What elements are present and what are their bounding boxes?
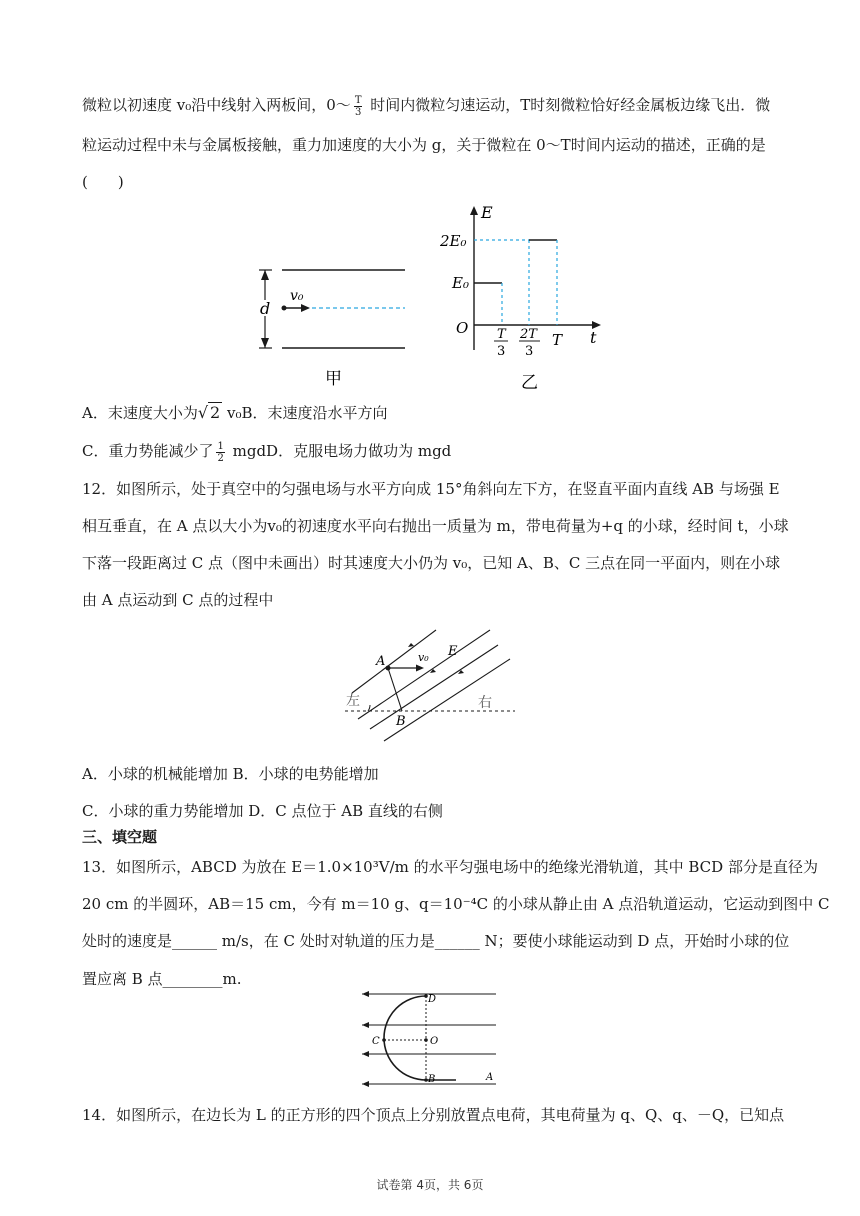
- semicircle-track: [384, 996, 426, 1080]
- q12-line-2: 相互垂直，在 A 点以大小为v₀的初速度水平向右抛出一质量为 m，带电荷量为+q 的小球，经时间 t，小球: [82, 517, 789, 535]
- tick-2e0: 2E₀: [440, 232, 467, 250]
- label-a: A: [486, 1072, 494, 1083]
- tick-2t3-num: 2T: [520, 327, 537, 342]
- label-v0: v₀: [418, 651, 429, 664]
- tick-e0: E₀: [452, 274, 469, 292]
- q13-line-1: 13．如图所示，ABCD 为放在 E＝1.0×10³V/m 的水平匀强电场中的绝缘光滑轨道，其中 BCD 部分是直径为: [82, 858, 818, 876]
- field-line-3: [370, 645, 498, 729]
- label-v0: v₀: [290, 288, 304, 304]
- label-left: 左: [346, 693, 360, 709]
- label-o: O: [430, 1036, 439, 1047]
- q13-line-2: 20 cm 的半圆环，AB＝15 cm，今有 m＝10 g、q＝10⁻⁴C 的小球从静止由 A 点沿轨道运动，它运动到图中 C: [82, 895, 830, 913]
- tick-t3-num: T: [497, 327, 506, 342]
- q11-line-2: 粒运动过程中未与金属板接触，重力加速度的大小为 g，关于微粒在 0～T时间内运动的描述，正确的是: [82, 136, 766, 154]
- q11-line-1: 微粒以初速度 v₀沿中线射入两板间，0～ $\frac{T}{3}$ 时间内微粒匀速运动，T时刻微粒恰好经金属板边缘飞出．微: [82, 94, 771, 118]
- label-right: 右: [478, 695, 492, 711]
- tick-2t3-den: 3: [525, 344, 534, 359]
- q11-fraction-t-over-3: $\frac{T}{3}$: [354, 94, 362, 118]
- q12-line-1: 12．如图所示，处于真空中的匀强电场与水平方向成 15°角斜向左下方，在竖直平面内直线 AB 与场强 E: [82, 480, 780, 498]
- q11-figure-e-t-graph: [440, 200, 611, 395]
- page-footer: 试卷第 4页，共 6页: [376, 1178, 484, 1192]
- q12-line-3: 下落一段距离过 C 点（图中未画出）时其速度大小仍为 v₀，已知 A、B、C 三点在同一平面内，则在小球: [82, 554, 781, 572]
- field-line-2: [358, 630, 490, 719]
- q12-options-cd: C．小球的重力势能增加 D．C 点位于 AB 直线的右侧: [82, 802, 443, 820]
- q13-line-4: 置应离 B 点________m.: [82, 970, 242, 988]
- fraction-one-half: $\frac{1}{2}$: [217, 440, 224, 464]
- axis-label-e: E: [481, 203, 493, 222]
- q14-line-1: 14．如图所示，在边长为 L 的正方形的四个顶点上分别放置点电荷，其电荷量为 q、Q、q、－Q，已知点: [82, 1106, 785, 1124]
- q11-options-cd: C．重力势能减少了 $\frac{1}{2}$ mgdD．克服电场力做功为 mgd: [82, 440, 452, 464]
- q12-figure-field: [340, 625, 520, 745]
- tick-t: T: [552, 331, 563, 349]
- velocity-arrow-icon: [416, 665, 424, 672]
- label-b: B: [396, 714, 406, 729]
- q13-figure-track: [356, 986, 501, 1090]
- q12-line-4: 由 A 点运动到 C 点的过程中: [82, 591, 274, 609]
- q13-line-3: 处时的速度是______ m/s，在 C 处时对轨道的压力是______ N；要使小球能运动到 D 点，开始时小球的位: [82, 932, 790, 950]
- y-arrow-icon: [470, 206, 478, 215]
- arrow-down-icon: [261, 338, 269, 348]
- label-c: C: [372, 1036, 380, 1047]
- origin-label: O: [456, 319, 469, 337]
- label-a: A: [376, 654, 386, 669]
- label-e: E: [448, 644, 458, 659]
- label-d: d: [260, 299, 271, 318]
- velocity-arrow-icon: [301, 304, 310, 312]
- caption-jia: 甲: [325, 369, 342, 389]
- q11-figure-plates: [250, 258, 420, 388]
- line-ab: [388, 668, 402, 711]
- label-b: B: [428, 1074, 436, 1085]
- axis-label-t: t: [590, 328, 597, 347]
- q11-line-3: ( ): [82, 173, 124, 191]
- sqrt-2: √ 2: [197, 403, 221, 422]
- tick-t3-den: 3: [497, 344, 506, 359]
- caption-yi: 乙: [521, 373, 538, 393]
- arrow-up-icon: [261, 270, 269, 280]
- label-d: D: [428, 994, 437, 1005]
- section-title-fill-in: 三、填空题: [82, 828, 158, 846]
- q12-options-ab: A．小球的机械能增加 B．小球的电势能增加: [82, 765, 379, 783]
- q11-options-ab: A．末速度大小为√ 2 v₀B．末速度沿水平方向: [82, 403, 388, 422]
